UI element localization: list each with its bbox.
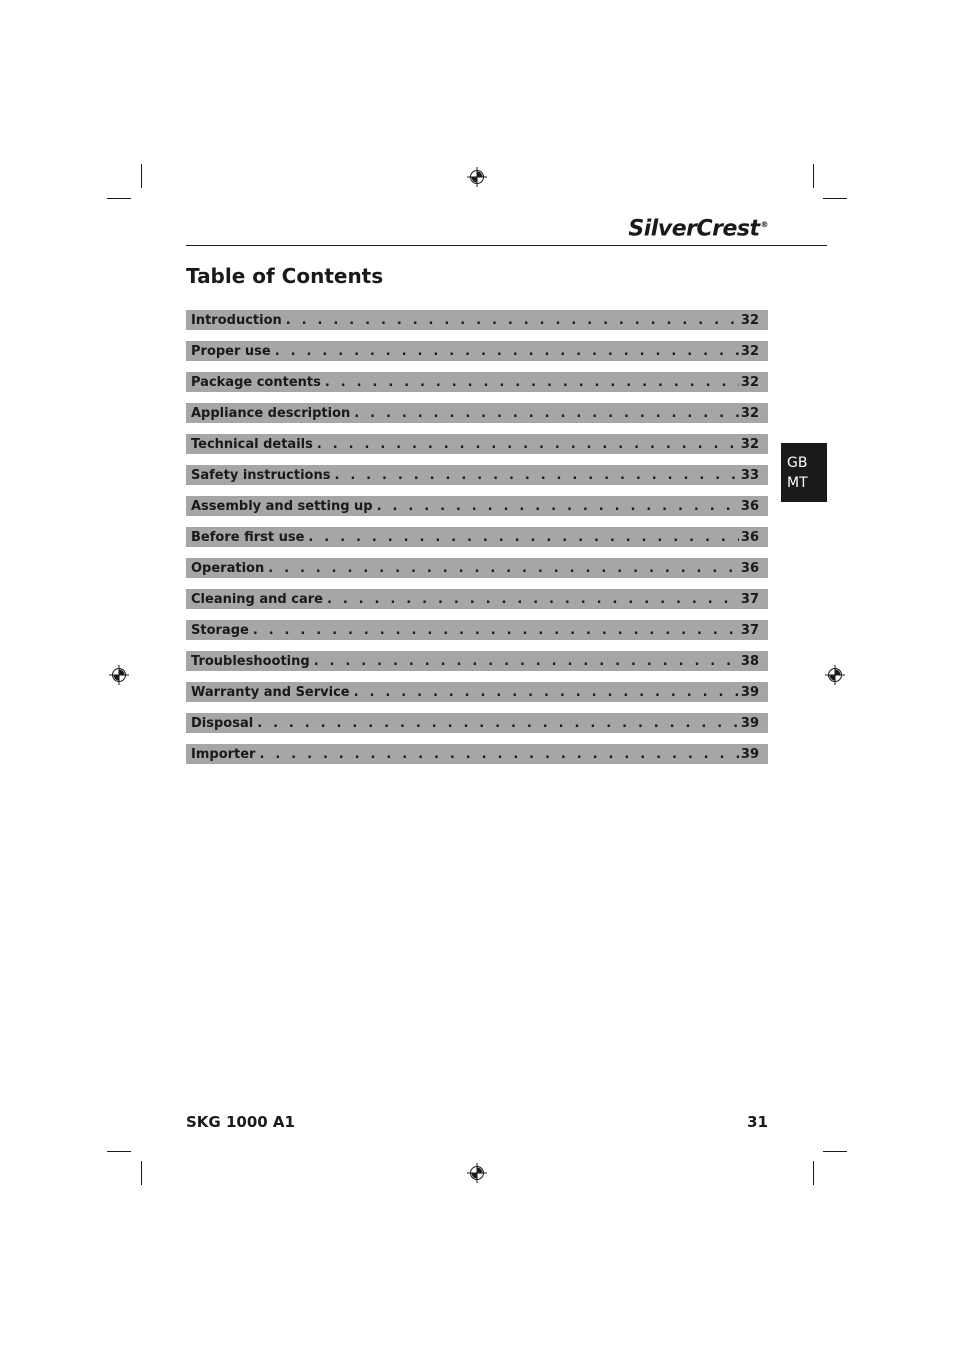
language-tab [781,443,827,502]
brand-name: SilverCrest [628,216,760,242]
toc-row[interactable] [186,341,768,361]
toc-label: Storage [191,622,249,638]
crop-mark-icon [107,1151,131,1152]
toc-row[interactable] [186,496,768,516]
toc-page-number: 39 [740,715,759,731]
toc-dot-leader [314,654,739,669]
toc-label: Cleaning and care [191,591,323,607]
toc-label: Introduction [191,312,282,328]
toc-label: Disposal [191,715,254,731]
toc-dot-leader [275,344,739,359]
toc-label: Troubleshooting [191,653,310,669]
toc-dot-leader [325,375,739,390]
toc-page-number: 39 [740,746,759,762]
toc-page-number: 33 [740,467,759,483]
toc-page-number: 36 [740,498,759,514]
crop-mark-icon [813,164,814,188]
toc-dot-leader [354,406,739,421]
toc-dot-leader [377,499,739,514]
toc-row[interactable] [186,527,768,547]
registration-mark-icon [467,167,487,187]
toc-row[interactable] [186,558,768,578]
toc-page-number: 37 [740,622,759,638]
toc-dot-leader [317,437,739,452]
toc-row[interactable] [186,620,768,640]
crop-mark-icon [107,198,131,199]
toc-page-number: 36 [740,560,759,576]
toc-row[interactable] [186,651,768,671]
toc-label: Importer [191,746,256,762]
toc-page-number: 39 [740,684,759,700]
crop-mark-icon [823,1151,847,1152]
toc-label: Assembly and setting up [191,498,373,514]
toc-dot-leader [257,716,739,731]
toc-row[interactable] [186,310,768,330]
brand-logo [628,212,768,242]
toc-dot-leader [259,747,738,762]
toc-label: Operation [191,560,265,576]
toc-dot-leader [286,313,739,328]
toc-page-number: 32 [740,436,759,452]
toc-row[interactable] [186,589,768,609]
crop-mark-icon [813,1161,814,1185]
toc-label: Safety instructions [191,467,331,483]
toc-dot-leader [268,561,739,576]
toc-page-number: 37 [740,591,759,607]
toc-page-number: 32 [740,343,759,359]
toc-page-number: 38 [740,653,759,669]
footer-page-number: 31 [747,1113,768,1131]
header-divider [186,245,827,246]
registration-mark-icon [109,665,129,685]
toc-page-number: 36 [740,529,759,545]
toc-page-number: 32 [740,312,759,328]
crop-mark-icon [823,198,847,199]
footer-model-number: SKG 1000 A1 [186,1113,295,1131]
toc-row[interactable] [186,403,768,423]
toc-row[interactable] [186,744,768,764]
toc-row[interactable] [186,465,768,485]
toc-list [186,310,768,775]
toc-row[interactable] [186,682,768,702]
toc-row[interactable] [186,434,768,454]
toc-label: Before first use [191,529,305,545]
toc-label: Warranty and Service [191,684,350,700]
crop-mark-icon [141,1161,142,1185]
registration-mark-icon [825,665,845,685]
toc-dot-leader [327,592,739,607]
toc-label: Proper use [191,343,271,359]
language-code-mt: MT [787,475,808,491]
toc-row[interactable] [186,713,768,733]
page-title: Table of Contents [186,264,384,288]
toc-label: Technical details [191,436,313,452]
toc-dot-leader [308,530,739,545]
toc-dot-leader [334,468,738,483]
toc-label: Appliance description [191,405,351,421]
crop-mark-icon [141,164,142,188]
language-code-gb: GB [787,455,808,471]
registration-mark-icon [467,1163,487,1183]
brand-registered-mark: ® [760,220,768,229]
toc-dot-leader [253,623,739,638]
toc-page-number: 32 [740,405,759,421]
toc-row[interactable] [186,372,768,392]
toc-dot-leader [354,685,739,700]
toc-label: Package contents [191,374,321,390]
toc-page-number: 32 [740,374,759,390]
